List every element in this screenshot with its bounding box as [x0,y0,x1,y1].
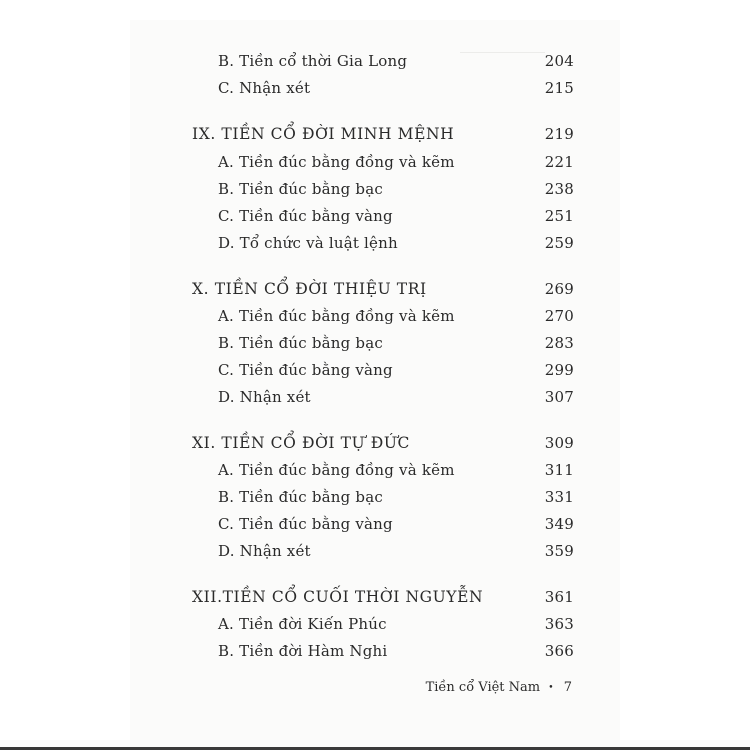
toc-label: D. Nhận xét [218,388,311,406]
toc-page-number: 361 [544,588,574,606]
toc-page-number: 363 [544,615,574,633]
toc-label: B. Tiền đời Hàm Nghi [218,642,388,660]
toc-label: B. Tiền đúc bằng bạc [218,334,383,352]
toc-label: A. Tiền đời Kiến Phúc [218,615,387,633]
table-of-contents [130,20,620,750]
toc-label: D. Tổ chức và luật lệnh [218,234,398,252]
toc-page-number: 269 [544,280,574,298]
toc-label: D. Nhận xét [218,542,311,560]
footer-separator: • [548,682,554,693]
toc-page-number: 307 [544,388,574,406]
toc-label: A. Tiền đúc bằng đồng và kẽm [218,307,455,325]
toc-page-number: 238 [544,180,574,198]
toc-page-number: 270 [544,307,574,325]
toc-page-number: 311 [544,461,574,479]
toc-label: IX. TIỀN CỔ ĐỜI MINH MỆNH [192,125,455,143]
toc-page-number: 309 [544,434,574,452]
toc-label: XII.TIỀN CỔ CUỐI THỜI NGUYỄN [192,588,484,606]
toc-label: A. Tiền đúc bằng đồng và kẽm [218,461,455,479]
toc-label: B. Tiền đúc bằng bạc [218,180,383,198]
toc-label: C. Tiền đúc bằng vàng [218,207,393,225]
toc-page-number: 251 [544,207,574,225]
book-page [130,20,620,750]
toc-label: XI. TIỀN CỔ ĐỜI TỰ ĐỨC [192,434,410,452]
toc-page-number: 331 [544,488,574,506]
toc-page-number: 366 [544,642,574,660]
toc-page-number: 259 [544,234,574,252]
page-footer [426,680,572,695]
toc-page-number: 359 [544,542,574,560]
toc-label: X. TIỀN CỔ ĐỜI THIỆU TRỊ [192,280,427,298]
footer-book-title: Tiền cổ Việt Nam [425,680,541,695]
footer-page-number: 7 [563,680,572,695]
toc-label: B. Tiền cổ thời Gia Long [218,52,408,70]
toc-page-number: 215 [544,79,574,97]
toc-page-number: 219 [544,125,574,143]
toc-label: C. Tiền đúc bằng vàng [218,515,393,533]
toc-page-number: 349 [544,515,574,533]
toc-page-number: 204 [544,52,574,70]
toc-label: C. Tiền đúc bằng vàng [218,361,393,379]
toc-label: B. Tiền đúc bằng bạc [218,488,383,506]
toc-label: A. Tiền đúc bằng đồng và kẽm [218,153,455,171]
toc-label: C. Nhận xét [218,79,311,97]
toc-page-number: 299 [544,361,574,379]
toc-page-number: 221 [544,153,574,171]
toc-page-number: 283 [544,334,574,352]
